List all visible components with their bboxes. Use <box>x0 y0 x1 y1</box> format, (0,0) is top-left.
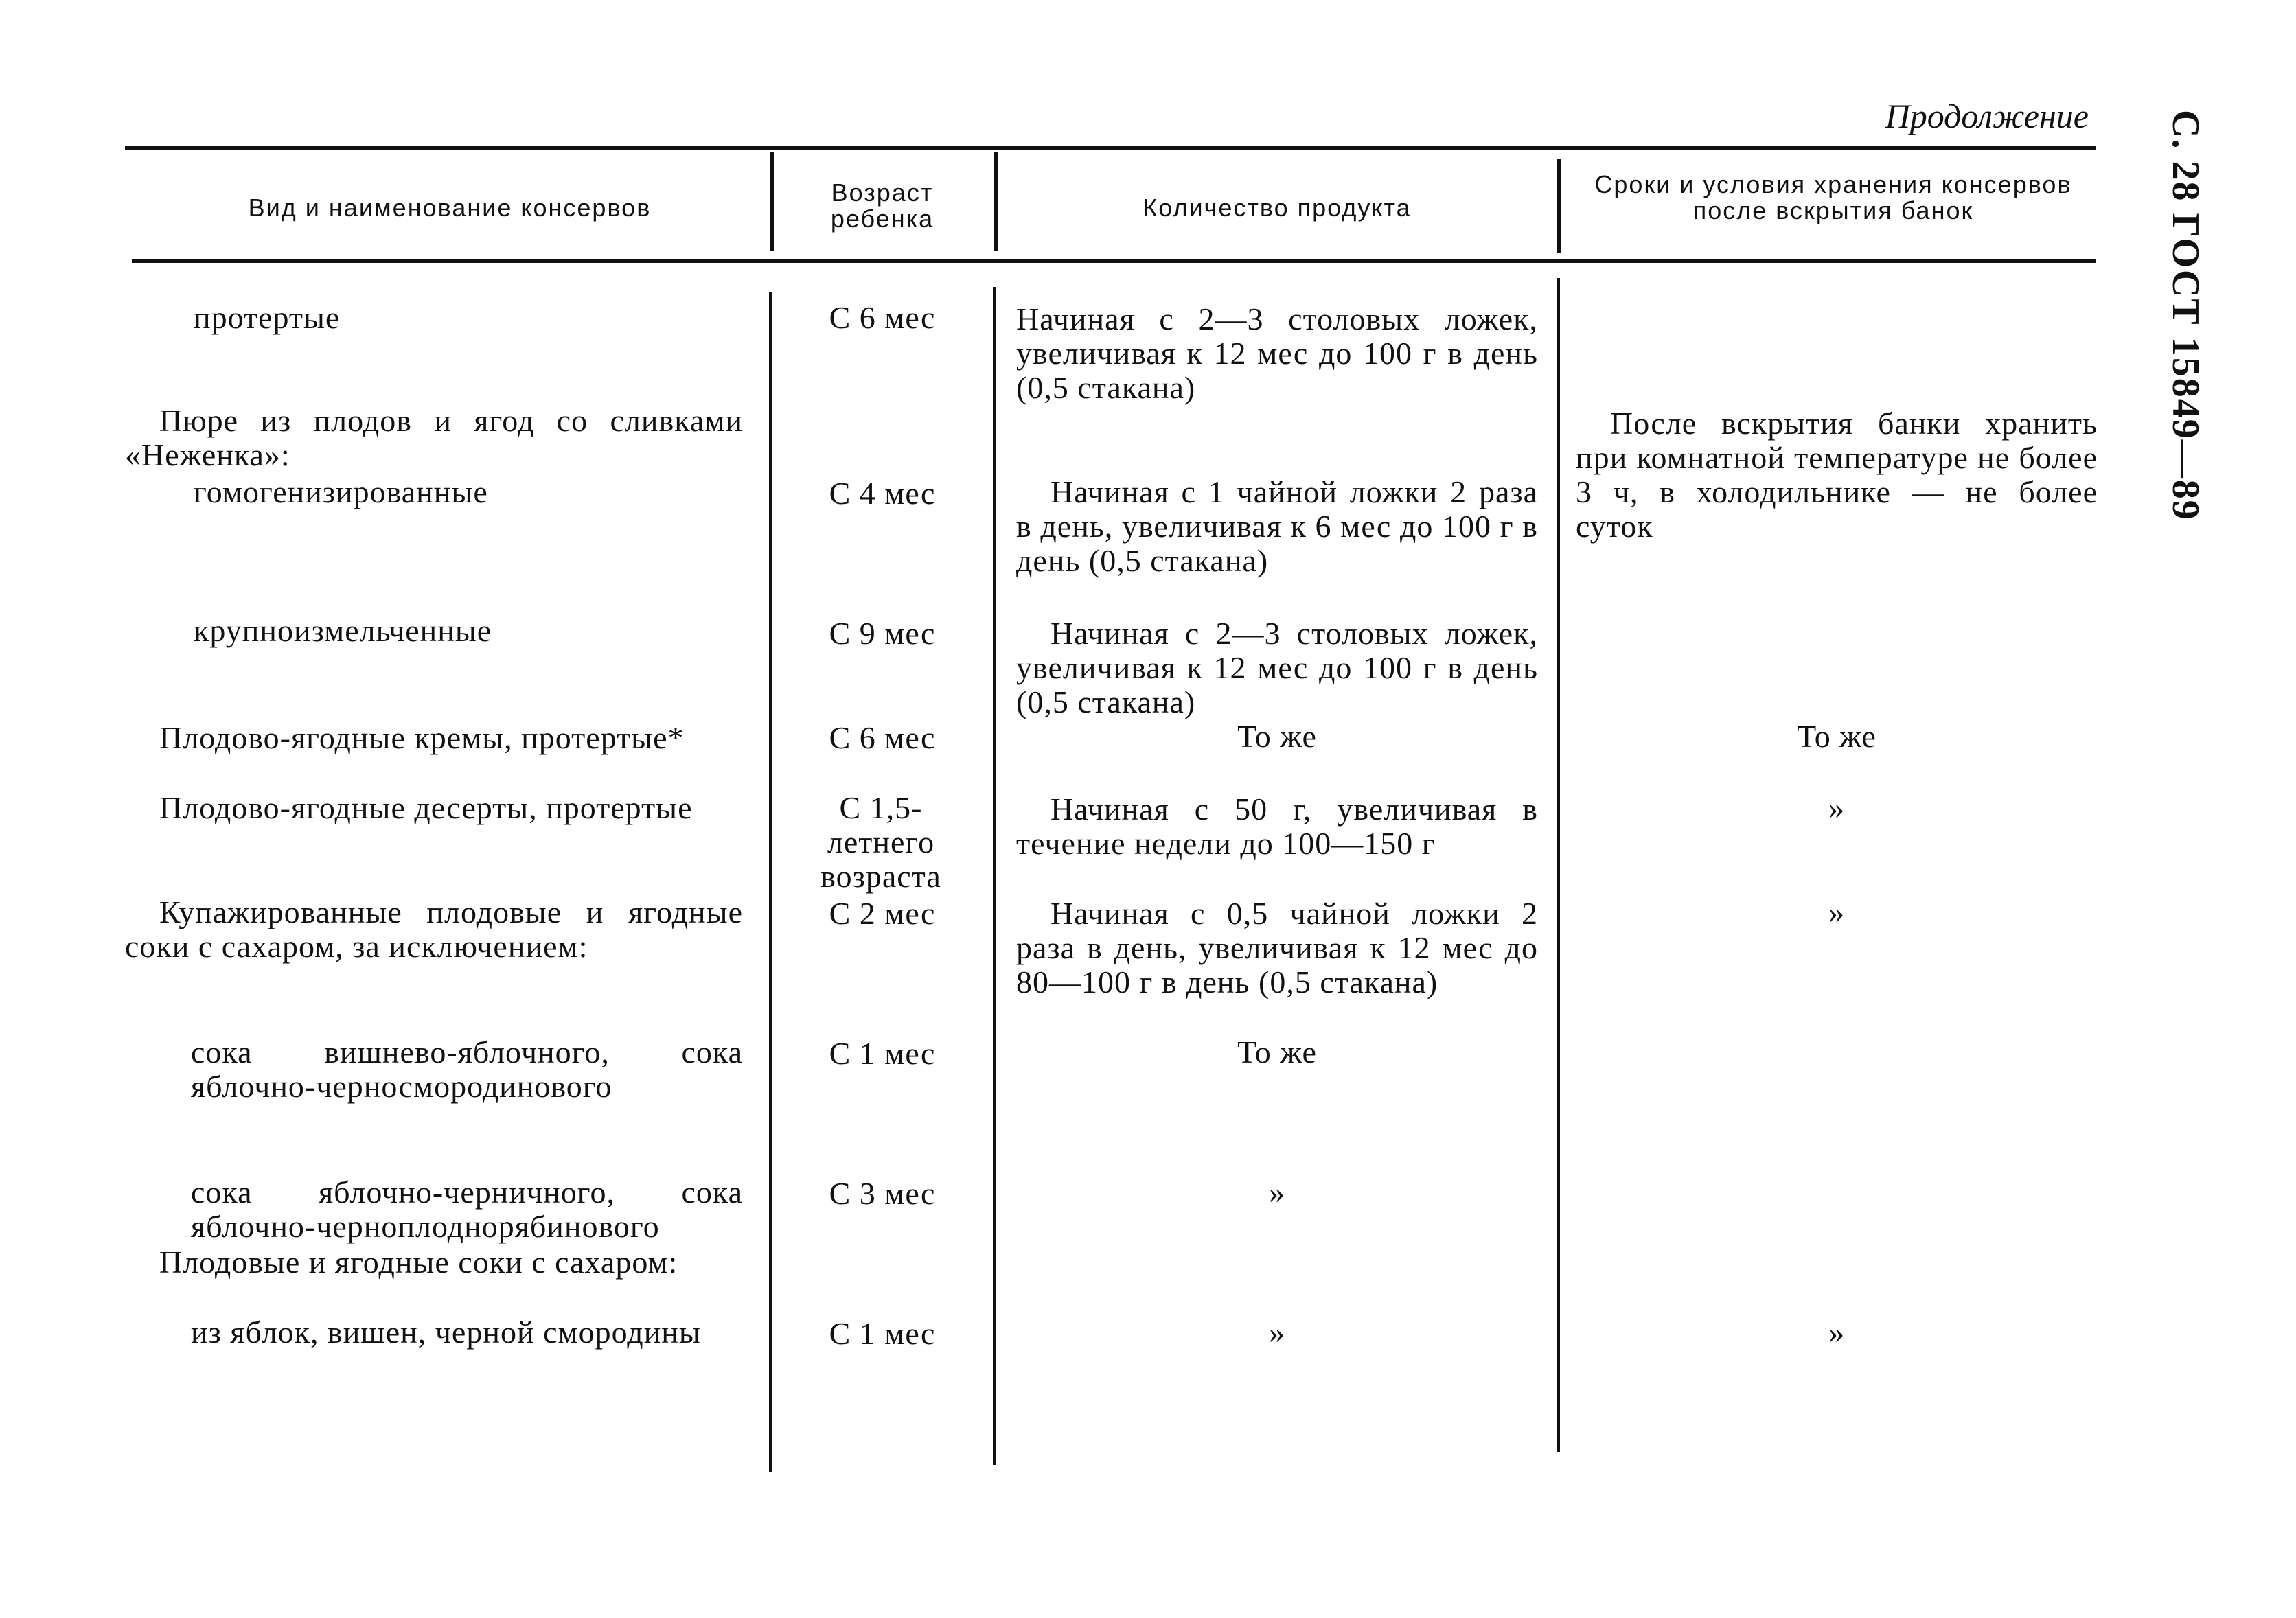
row-quantity: » <box>1269 1175 1285 1210</box>
header-divider-1 <box>770 152 774 251</box>
row-age: С 4 мес <box>829 476 936 511</box>
storage-note: После вскрытия банки хранить при комнатной температуре не более 3 ч, в холодильнике — не более суток <box>1576 406 2098 544</box>
page-number-gost: С. 28 ГОСТ 15849—89 <box>2164 110 2207 521</box>
row-quantity: Начиная с 2—3 столовых ложек, увеличивая к 12 мес до 100 г в день (0,5 стакана) <box>1016 301 1538 405</box>
row-quantity: Начиная с 50 г, увеличивая в течение недели до 100—150 г <box>1016 791 1538 861</box>
table-top-rule <box>125 146 2096 150</box>
header-storage: Сроки и условия хранения консервов после вскрытия банок <box>1594 170 2072 224</box>
row-age: С 1,5-летнего возраста <box>820 790 941 894</box>
row-name: крупноизмельченные <box>194 613 492 648</box>
row-age: С 6 мес <box>829 720 936 755</box>
row-storage: То же <box>1797 719 1876 754</box>
row-name: сока вишнево-яблочного, сока яблочно-черносмородинового <box>191 1035 743 1104</box>
row-storage: » <box>1828 894 1845 929</box>
body-divider-2 <box>993 287 996 1465</box>
row-quantity: Начиная с 2—3 столовых ложек, увеличивая к 12 мес до 100 г в день (0,5 стакана) <box>1016 616 1538 719</box>
row-name: Плодово-ягодные десерты, протертые <box>159 790 693 825</box>
row-name: сока яблочно-черничного, сока яблочно-черноплоднорябинового <box>191 1175 743 1244</box>
body-divider-1 <box>769 292 772 1472</box>
row-quantity: » <box>1269 1315 1285 1350</box>
header-divider-2 <box>994 152 998 251</box>
row-age: С 2 мес <box>829 896 936 931</box>
header-child-age: Возраст ребенка <box>830 178 934 233</box>
header-bottom-rule <box>132 259 2096 263</box>
row-name: из яблок, вишен, черной смородины <box>191 1315 701 1350</box>
continuation-label: Продолжение <box>1885 97 2089 135</box>
row-storage: » <box>1828 790 1845 825</box>
header-divider-3 <box>1557 159 1561 253</box>
row-storage: » <box>1828 1315 1845 1350</box>
row-age: С 1 мес <box>829 1036 936 1071</box>
header-quantity: Количество продукта <box>1143 194 1412 222</box>
row-name: Купажированные плодовые и ягодные соки с сахаром, за исключением: <box>125 894 743 964</box>
page-side-label <box>2159 110 2214 590</box>
row-name: Плодовые и ягодные соки с сахаром: <box>159 1245 678 1280</box>
row-quantity: Начиная с 0,5 чайной ложки 2 раза в день, увеличивая к 12 мес до 80—100 г в день (0,5 стакана) <box>1016 896 1538 999</box>
row-age: С 6 мес <box>829 300 936 335</box>
row-quantity: Начиная с 1 чайной ложки 2 раза в день, увеличивая к 6 мес до 100 г в день (0,5 стакана) <box>1016 474 1538 578</box>
body-divider-3 <box>1557 278 1560 1452</box>
row-age: С 1 мес <box>829 1316 936 1351</box>
row-name: протертые <box>194 300 341 335</box>
row-name: Пюре из плодов и ягод со сливками «Неженка»: <box>125 403 743 472</box>
row-quantity: То же <box>1237 1035 1317 1070</box>
row-name: Плодово-ягодные кремы, протертые* <box>159 720 685 755</box>
row-quantity: То же <box>1237 719 1317 754</box>
header-kind-name: Вид и наименование консервов <box>248 194 652 222</box>
row-age: С 9 мес <box>829 616 936 651</box>
row-name: гомогенизированные <box>194 474 488 509</box>
row-age: С 3 мес <box>829 1176 936 1211</box>
